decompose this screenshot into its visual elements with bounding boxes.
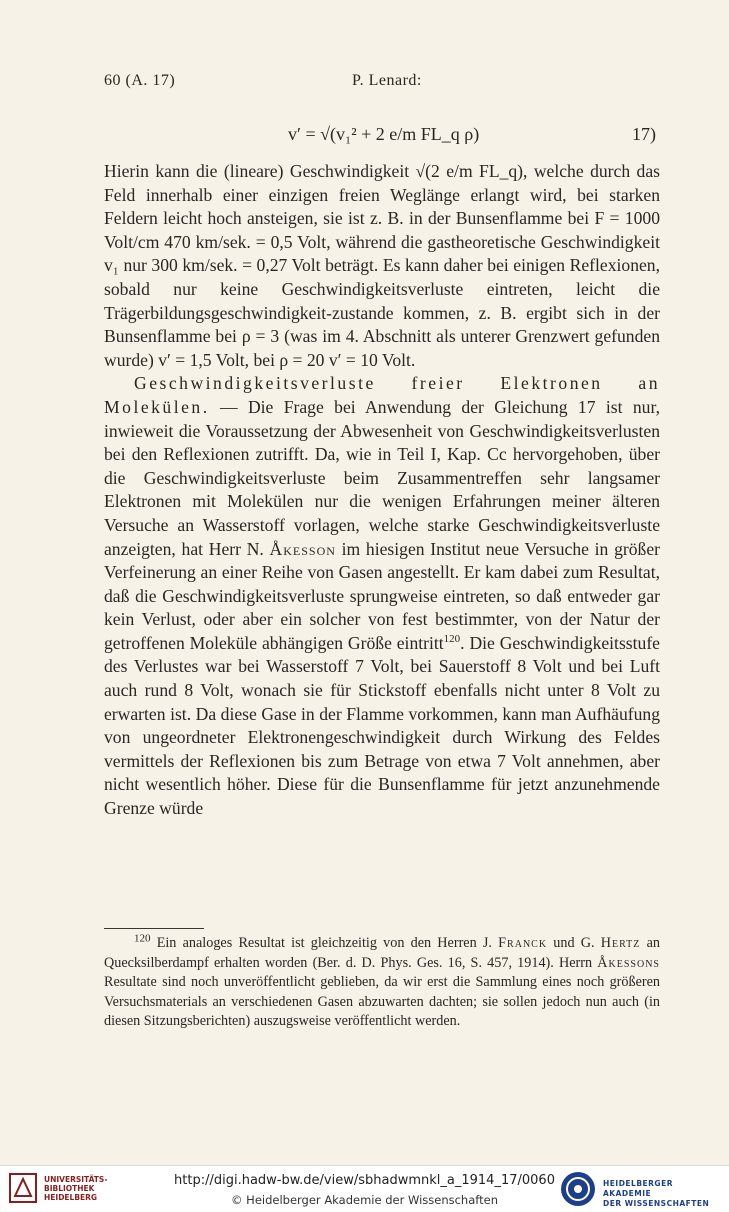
footnote-text-b: und G. [547,935,601,951]
document-url-link[interactable]: http://digi.hadw-bw.de/view/sbhadwmnkl_a_1914_17/0060 [174,1173,555,1188]
equation-17 [104,114,660,154]
equation-number: 17) [632,124,656,144]
name-hertz: Hertz [600,935,641,951]
paragraph-2 [104,372,660,820]
academy-logo[interactable] [559,1170,719,1208]
left-logo-line-3: HEIDELBERG [44,1193,98,1202]
body-text [104,160,660,821]
equation-expression: v′ = √(v₁² + 2 e/m FL_q ρ) [288,124,480,144]
page-reference: 60 (A. 17) [104,72,176,89]
right-logo-line-1: HEIDELBERGER AKADEMIE [603,1179,673,1198]
name-franck: Franck [498,935,548,951]
paragraph-2-part-a: — Die Frage bei Anwendung der Gleichung 17 ist nur, inwieweit die Voraussetzung der Abwesenheit von Geschwindigkeitsverlusten bei den Reflexionen zutrifft. Da, wie in Teil I, Kap. Cc hervorgehoben, über die Geschwindigkeitsverluste beim Zusammentreffen sehr langsamer Elektronen mit Molekülen nur die wenigen Erfahrungen meiner älteren Versuche an Wasserstoff vorlagen, welche starke Geschwindigkeitsverluste anzeigten, hat Herr N. [104,396,660,559]
footnote-text-c: an Quecksilberdampf erhalten worden (Ber. d. D. Phys. Ges. 16, S. 457, 1914). Herrn [104,935,660,971]
footnote-reference: 120 [443,633,461,646]
right-logo-line-2: DER WISSENSCHAFTEN [603,1199,710,1208]
footnote-text-a: Ein analoges Resultat ist gleichzeitig von den Herren J. [150,935,499,951]
viewer-footer [0,1165,729,1212]
footnote-rule [104,928,204,929]
footnote-120 [104,934,660,1032]
author-name-akesson: Åkesson [269,538,336,559]
academy-seal-icon [559,1170,597,1208]
section-heading: Geschwindigkeitsverluste freier Elektronen an Molekülen. [104,373,660,417]
footnote-text-d: Resultate sind noch unveröffentlicht geblieben, da wir erst die Sammlung eines noch größeren Versuchsmaterials an verschiedenen Gasen abzuwarten dachten; sie sollen jedoch nun auch (in diesen Sitzungsberichten) auszugsweise veröffentlicht werden. [104,974,660,1029]
paragraph-2-part-b: im hiesigen Institut neue Versuche in größer Verfeinerung an einer Reihe von Gasen angestellt. Er kam dabei zum Resultat, daß die Geschwindigkeitsverluste sprungweise eintreten, so daß entweder gar kein Verlust, oder aber ein solcher von fest bestimmter, von der Natur der getroffenen Moleküle abhängigen Größe eintritt [104,538,660,653]
paragraph-2-part-c: . Die Geschwindigkeitsstufe des Verlustes war bei Wasserstoff 7 Volt, bei Sauerstoff 8 Volt und bei Luft auch rund 8 Volt, wonach sie für Stickstoff ebenfalls nicht unter 8 Volt zu erwarten ist. Da diese Gase in der Flamme vorkommen, kann man Aufhäufung von ungeordneter Elektronengeschwindigkeit durch Wirkung des Feldes vermittels der Reflexionen bis zum Betrage von etwa 7 Volt annehmen, aber nicht wesentlich höher. Diese für die Bunsenflamme für jetzt anzunehmende Grenze würde [104,632,660,819]
left-logo-line-2: BIBLIOTHEK [44,1184,95,1193]
footnote-mark: 120 [134,932,151,945]
copyright-notice: © Heidelberger Akademie der Wissenschaften [231,1193,498,1207]
left-logo-line-1: UNIVERSITÄTS- [44,1175,108,1184]
author-heading: P. Lenard: [352,72,422,89]
name-akessons: Åkessons [597,954,660,971]
paragraph-1: Hierin kann die (lineare) Geschwindigkeit √(2 e/m FL_q), welche durch das Feld innerhalb einer einzigen freien Weglänge erlangt wird, bei starken Feldern leicht hoch ansteigen, sie ist z. B. in der Bunsenflamme bei F = 1000 Volt/cm 470 km/sek. = 0,5 Volt, während die gastheoretische Geschwindigkeit v₁ nur 300 km/sek. = 0,27 Volt beträgt. Es kann daher bei einigen Reflexionen, sobald nur keine Geschwindigkeitsverluste eintreten, leicht die Trägerbildungsgeschwindigkeit-zustande kommen, z. B. ergibt sich in der Bunsenflamme bei ρ = 3 (was im 4. Abschnitt als unterer Grenzwert gefunden wurde) v′ = 1,5 Volt, bei ρ = 20 v′ = 10 Volt. [104,161,660,370]
